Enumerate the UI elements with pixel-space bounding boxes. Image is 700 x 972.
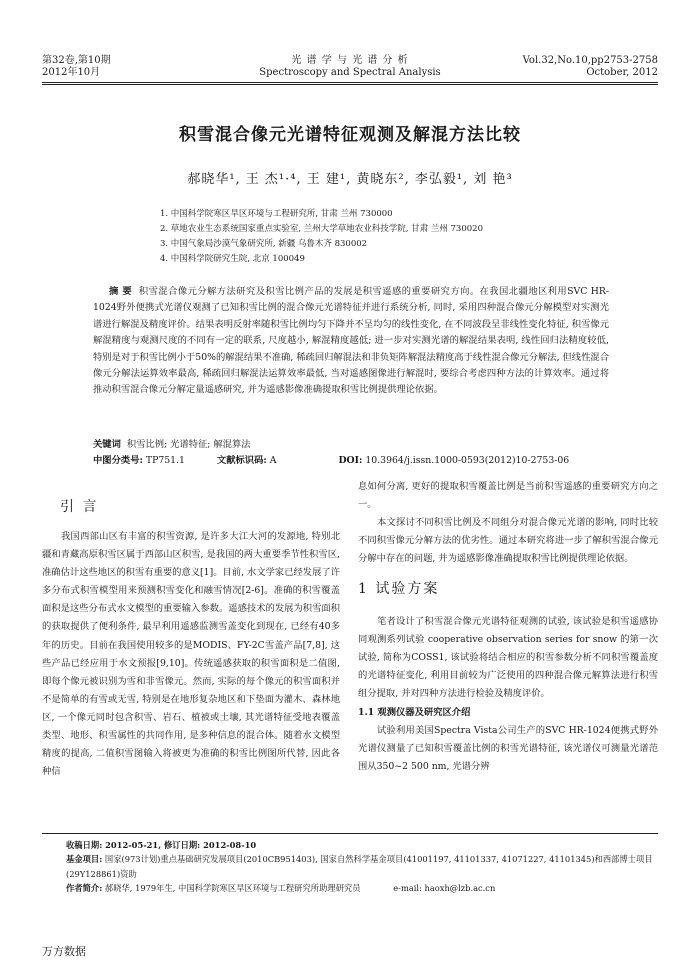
received-date: 收稿日期: 2012-05-21, 修订日期: 2012-08-10 bbox=[66, 840, 257, 850]
section-1-paragraph: 笔者设计了积雪混合像元光谱特征观测的试验, 该试验是积雪遥感协同观测系列试验 cooperative observation series for snow 的第一次试验, 简称为COSS1, 该试验将结合相应的积雪参数分析不同积雪覆盖度的光谱特征变化, 利用目前较为广泛使用的四种混合像元解算法进行积雪组分提取, 并对四种方法进行检验及精度评价。 bbox=[358, 615, 658, 699]
footnotes bbox=[66, 838, 656, 896]
watermark: 万方数据 bbox=[42, 945, 86, 958]
intro-body bbox=[42, 528, 340, 781]
abstract-text: 积雪混合像元分解方法研究及积雪比例产品的发展是积雪遥感的重要研究方向。在我国北疆地区利用SVC HR-1024野外便携式光谱仪观测了已知积雪比例的混合像元光谱特征并进行系统分析, 同时, 采用四种混合像元分解模型对实测光谱进行解混及精度评价。结果表明反射率随积雪比例均匀下降并不呈均匀的线性变化, 在不同波段呈非线性变化特征, 积雪像元解混精度与观测尺度的不同有一定的联系, 尺度越小, 解混精度越低; 进一步对实测光谱的解混结果表明, 线性回归法精度较低, 特别是对于积雪比例小于50%的解混结果不准确, 稀疏回归解混法和非负矩阵解混法精度高于线性混合像元分解法, 但线性混合像元分解法运算效率最高, 稀疏回归解混法运算效率最低, 当对遥感图像进行解混时, 要综合考虑四种方法的计算效率。通过将推动积雪混合像元分解定量遥感研究, 并为遥感影像准确提取积雪比例提供理论依据。 bbox=[93, 286, 609, 396]
paper-title: 积雪混合像元光谱特征观测及解混方法比较 bbox=[179, 125, 521, 145]
intro-continuation: 息如何分离, 更好的提取积雪覆盖比例是当前积雪遥感的重要研究方向之一。 bbox=[358, 481, 658, 511]
section-1-heading: 1 试验方案 bbox=[358, 581, 440, 598]
classification-line: 中图分类号: TP751.1 文献标识码: A DOI: 10.3964/j.issn.1000-0593(2012)10-2753-06 bbox=[93, 455, 570, 466]
author-email: e-mail: haoxh@lzb.ac.cn bbox=[393, 883, 496, 894]
affiliation: 2. 草地农业生态系统国家重点实验室, 兰州大学草地农业科技学院, 甘肃 兰州 730020 bbox=[160, 224, 483, 234]
keywords: 关键词 积雪比例; 光谱特征; 解混算法 bbox=[93, 439, 251, 450]
header-rule bbox=[42, 82, 658, 83]
intro-paragraph: 我国西部山区有丰富的积雪资源, 是许多大江大河的发源地, 特别北疆和青藏高原积雪区属于西部山区积雪, 是我国的两大重要季节性积雪区, 准确估计这些地区的积雪有重要的意义[1]。目前, 水文学家已经发展了许多分布式积雪模型用来预测积雪变化和融雪情况[2-6]。准确的积雪覆盖面积是这些分布式水文模型的重要输入参数。遥感技术的发展为积雪面积的获取提供了便利条件, 最早利用遥感监测雪盖变化到现在, 已经有40多年的历史。目前在我国使用较多的是MODIS、FY-2C雪盖产品[7,8], 这些产品已经应用于水文预报[9,10]。传统遥感获取的积雪面积是二值图, 即每个像元被识别为雪和非雪像元。然而, 实际的每个像元的积雪面积并不是简单的有雪或无雪, 特别是在地形复杂地区和下垫面为灌木、森林地区, 一个像元同时包含积雪、岩石、植被或土壤, 其光谱特征受地表覆盖类型、地形、积雪属性的共同作用, 是多种信息的混合体。随着水文模型精度的提高, 二值积雪图输入将被更为准确的积雪比例图所代替, 因此各种信 bbox=[42, 531, 340, 778]
header-pages: Vol.32,No.10,pp2753-2758 October, 2012 bbox=[522, 55, 658, 78]
fund-info: 基金项目: 国家(973计划)重点基础研究发展项目(2010CB951403), 国家自然科学基金项目(41001197, 41101337, 41071227, 41101345)和西部博士项目(29Y128861)资助 bbox=[66, 854, 653, 879]
affiliation: 1. 中国科学院寒区旱区环境与工程研究所, 甘肃 兰州 730000 bbox=[160, 209, 393, 219]
affiliation: 4. 中国科学院研究生院, 北京 100049 bbox=[160, 254, 305, 264]
affiliation: 3. 中国气象局沙漠气象研究所, 新疆 乌鲁木齐 830002 bbox=[160, 239, 368, 249]
header-journal: 光 谱 学 与 光 谱 分 析 Spectroscopy and Spectral Analysis bbox=[259, 55, 441, 78]
intro-paragraph-2: 本文探讨不同积雪比例及不同组分对混合像元光谱的影响, 同时比较不同积雪像元分解方法的优劣性。通过本研究将进一步了解积雪混合像元分解中存在的问题, 并为遥感影像准确提取积雪比例提供理论依据。 bbox=[358, 517, 658, 565]
author-list: 郝晓华¹, 王 杰¹·⁴, 王 建¹, 黄晓东², 李弘毅¹, 刘 艳³ bbox=[187, 172, 513, 187]
subsection-1-1-paragraph: 试验利用美国Spectra Vista公司生产的SVC HR-1024便携式野外光谱仪测量了已知积雪覆盖比例的积雪光谱特征, 该光谱仪可测量光谱范围从350~2 500 nm, 光谱分辨 bbox=[358, 725, 658, 773]
abstract-label: 摘 要 bbox=[109, 286, 133, 297]
abstract bbox=[93, 284, 609, 399]
right-column bbox=[358, 478, 658, 776]
header-rule-2 bbox=[42, 84, 658, 85]
subsection-1-1-heading: 1.1 观测仪器及研究区介绍 bbox=[358, 707, 471, 719]
header-volume: 第32卷,第10期 2012年10月 bbox=[42, 55, 111, 78]
footnote-rule bbox=[42, 833, 658, 834]
author-bio: 作者简介: 郝晓华, 1979年生, 中国科学院寒区旱区环境与工程研究所助理研究员 e-mail: haoxh@lzb.ac.cn bbox=[66, 883, 496, 894]
intro-heading: 引 言 bbox=[60, 499, 99, 515]
